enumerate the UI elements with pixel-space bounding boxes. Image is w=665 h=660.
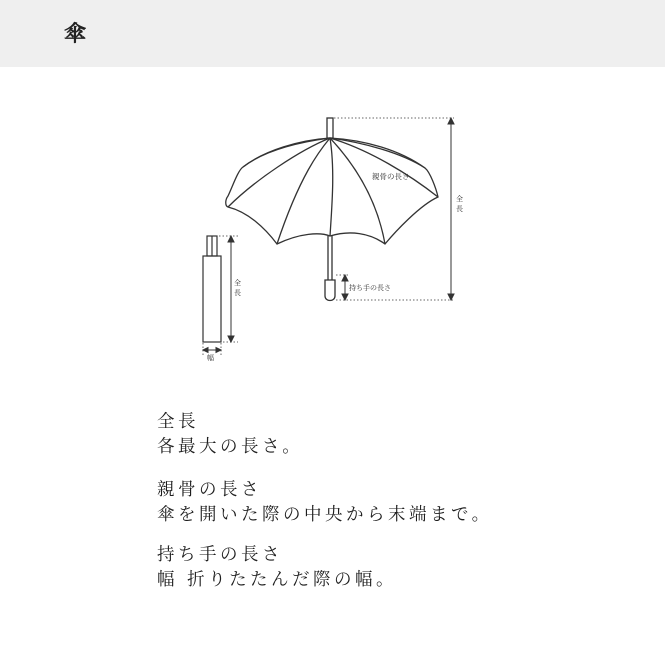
umbrella-finial — [327, 118, 333, 138]
umbrella-rib — [243, 138, 330, 167]
umbrella-rib — [330, 138, 385, 244]
open-total-length-arrow — [448, 118, 454, 300]
umbrella-handle — [325, 280, 335, 301]
handle-length-arrow — [342, 275, 348, 300]
folded-width-label: 幅 — [207, 354, 214, 362]
umbrella-rib — [330, 138, 333, 236]
description-text: 傘を開いた際の中央から末端まで。 — [157, 505, 493, 525]
umbrella-rib — [330, 138, 438, 197]
folded-total-length-label-top: 全 — [234, 279, 241, 287]
description-rib-length — [157, 478, 493, 528]
open-total-length-label-top: 全 — [456, 195, 463, 203]
description-term: 全長 — [157, 412, 199, 432]
description-handle-length — [157, 543, 397, 593]
description-term: 持ち手の長さ — [157, 545, 283, 565]
open-total-length-label-bottom: 長 — [456, 205, 463, 213]
description-term: 親骨の長さ — [157, 480, 262, 500]
description-text: 各最大の長さ。 — [157, 437, 304, 457]
description-total-length — [157, 410, 303, 460]
rib-length-label: 親骨の長さ — [372, 172, 410, 181]
folded-umbrella — [203, 236, 221, 342]
page-title: 傘 — [64, 22, 88, 47]
folded-width-arrow — [203, 348, 221, 353]
umbrella-rib — [277, 138, 330, 244]
folded-umbrella-body — [203, 256, 221, 342]
handle-length-label: 持ち手の長さ — [349, 284, 391, 292]
open-umbrella — [226, 118, 438, 301]
folded-total-length-label-bottom: 長 — [234, 289, 241, 297]
description-text: 幅 折りたたんだ際の幅。 — [157, 570, 398, 590]
